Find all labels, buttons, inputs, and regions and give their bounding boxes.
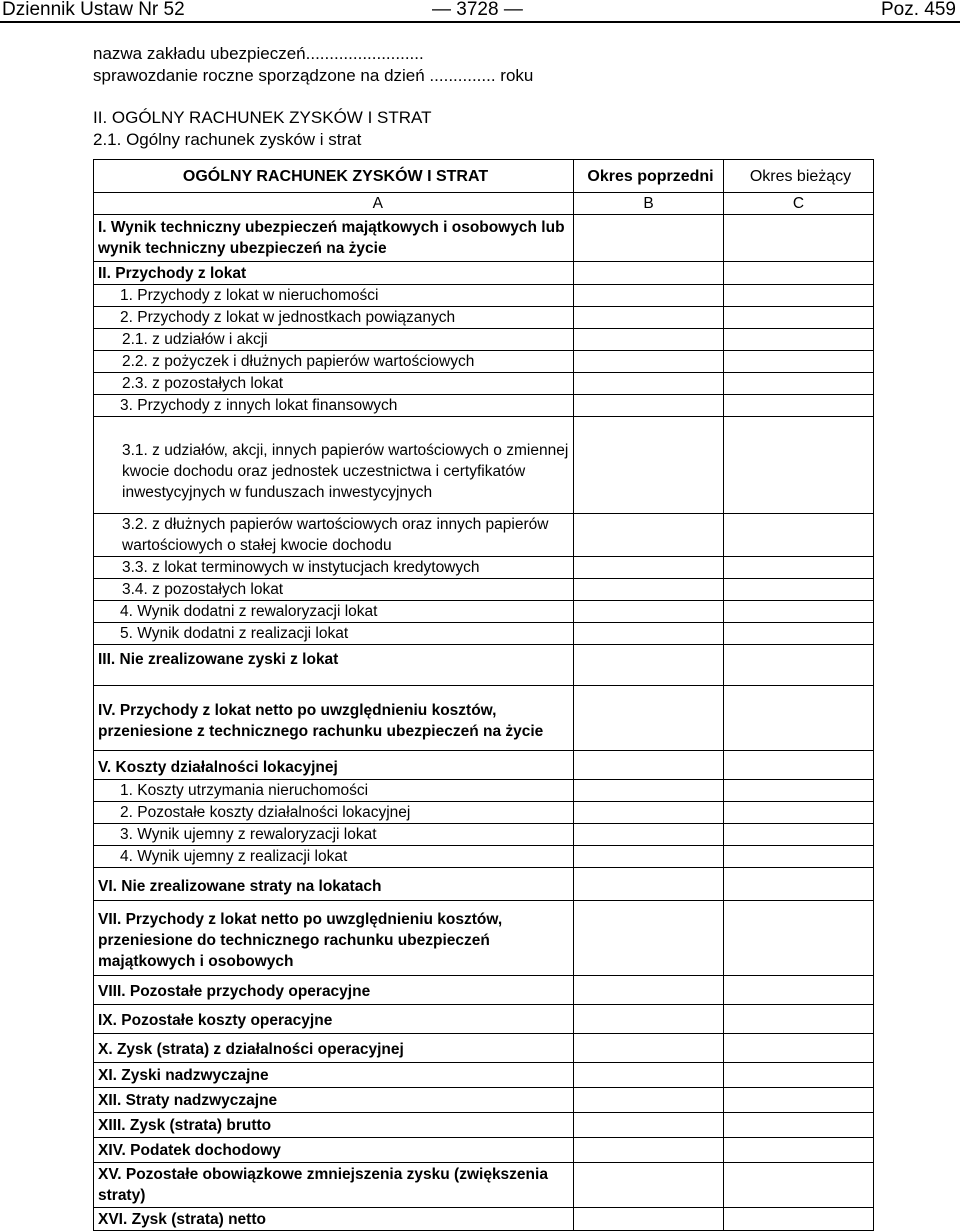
value-cell-b	[574, 262, 724, 285]
value-cell-c	[724, 307, 874, 329]
column-letter-a: A	[94, 193, 574, 215]
value-cell-c	[724, 262, 874, 285]
row-label: 4. Wynik ujemny z realizacji lokat	[94, 846, 574, 868]
table-row	[94, 901, 874, 976]
row-label: 3.1. z udziałów, akcji, innych papierów wartościowych o zmiennej kwocie dochodu oraz jednostek uczestnictwa i certyfikatów inwestycyjnych w funduszach inwestycyjnych	[94, 417, 574, 514]
value-cell-c	[724, 645, 874, 686]
value-cell-b	[574, 1163, 724, 1208]
value-cell-b	[574, 751, 724, 780]
value-cell-c	[724, 1063, 874, 1088]
row-label: IV. Przychody z lokat netto po uwzględnieniu kosztów, przeniesione z technicznego rachunku ubezpieczeń na życie	[94, 686, 574, 751]
value-cell-b	[574, 868, 724, 901]
value-cell-b	[574, 976, 724, 1005]
value-cell-c	[724, 1113, 874, 1138]
value-cell-c	[724, 514, 874, 557]
row-label: 2.2. z pożyczek i dłużnych papierów wartościowych	[94, 351, 574, 373]
value-cell-c	[724, 1034, 874, 1063]
row-label: 3. Przychody z innych lokat finansowych	[94, 395, 574, 417]
table-row	[94, 1113, 874, 1138]
value-cell-b	[574, 1034, 724, 1063]
value-cell-b	[574, 780, 724, 802]
subsection-heading: 2.1. Ogólny rachunek zysków i strat	[93, 130, 362, 149]
value-cell-c	[724, 868, 874, 901]
column-header-a: OGÓLNY RACHUNEK ZYSKÓW I STRAT	[94, 160, 574, 193]
row-label: XV. Pozostałe obowiązkowe zmniejszenia zysku (zwiększenia straty)	[94, 1163, 574, 1208]
table-row	[94, 976, 874, 1005]
value-cell-c	[724, 824, 874, 846]
value-cell-b	[574, 285, 724, 307]
section-heading: II. OGÓLNY RACHUNEK ZYSKÓW I STRAT	[93, 108, 432, 127]
row-label: XIV. Podatek dochodowy	[94, 1138, 574, 1163]
row-label: X. Zysk (strata) z działalności operacyjnej	[94, 1034, 574, 1063]
row-label: XIII. Zysk (strata) brutto	[94, 1113, 574, 1138]
table-row	[94, 1163, 874, 1208]
row-label: 1. Przychody z lokat w nieruchomości	[94, 285, 574, 307]
table-row	[94, 579, 874, 601]
row-label: XI. Zyski nadzwyczajne	[94, 1063, 574, 1088]
table-row	[94, 285, 874, 307]
row-label: 3.4. z pozostałych lokat	[94, 579, 574, 601]
value-cell-b	[574, 824, 724, 846]
value-cell-b	[574, 1138, 724, 1163]
value-cell-c	[724, 901, 874, 976]
row-label: I. Wynik techniczny ubezpieczeń majątkowych i osobowych lub wynik techniczny ubezpieczeń na życie	[94, 215, 574, 262]
value-cell-c	[724, 329, 874, 351]
value-cell-c	[724, 351, 874, 373]
value-cell-b	[574, 901, 724, 976]
table-row	[94, 846, 874, 868]
table-row	[94, 824, 874, 846]
row-label: 5. Wynik dodatni z realizacji lokat	[94, 623, 574, 645]
table-row	[94, 601, 874, 623]
value-cell-b	[574, 645, 724, 686]
value-cell-b	[574, 1005, 724, 1034]
value-cell-c	[724, 1208, 874, 1231]
value-cell-b	[574, 395, 724, 417]
report-date-line: sprawozdanie roczne sporządzone na dzień .............. roku	[93, 66, 534, 85]
row-label: 3.2. z dłużnych papierów wartościowych oraz innych papierów wartościowych o stałej kwocie dochodu	[94, 514, 574, 557]
row-label: XII. Straty nadzwyczajne	[94, 1088, 574, 1113]
table-row	[94, 780, 874, 802]
table-row	[94, 645, 874, 686]
row-label: 3.3. z lokat terminowych w instytucjach kredytowych	[94, 557, 574, 579]
table-header-row	[94, 160, 874, 193]
value-cell-c	[724, 846, 874, 868]
value-cell-b	[574, 215, 724, 262]
row-label: VI. Nie zrealizowane straty na lokatach	[94, 868, 574, 901]
table-row	[94, 307, 874, 329]
row-label: V. Koszty działalności lokacyjnej	[94, 751, 574, 780]
value-cell-b	[574, 514, 724, 557]
table-row	[94, 1063, 874, 1088]
header-rule	[0, 21, 960, 23]
value-cell-b	[574, 1088, 724, 1113]
value-cell-b	[574, 623, 724, 645]
table-row	[94, 373, 874, 395]
value-cell-c	[724, 601, 874, 623]
profit-loss-table	[93, 159, 874, 1231]
value-cell-b	[574, 1063, 724, 1088]
column-letters-row	[94, 193, 874, 215]
table-row	[94, 751, 874, 780]
table-row	[94, 351, 874, 373]
value-cell-c	[724, 686, 874, 751]
value-cell-b	[574, 417, 724, 514]
row-label: II. Przychody z lokat	[94, 262, 574, 285]
table-row	[94, 417, 874, 514]
row-label: 2. Pozostałe koszty działalności lokacyjnej	[94, 802, 574, 824]
value-cell-c	[724, 623, 874, 645]
table-row	[94, 686, 874, 751]
value-cell-b	[574, 601, 724, 623]
table-row	[94, 329, 874, 351]
table-row	[94, 1088, 874, 1113]
table-row	[94, 215, 874, 262]
value-cell-c	[724, 802, 874, 824]
column-letter-c: C	[724, 193, 874, 215]
row-label: 1. Koszty utrzymania nieruchomości	[94, 780, 574, 802]
table-row	[94, 262, 874, 285]
value-cell-c	[724, 751, 874, 780]
row-label: VII. Przychody z lokat netto po uwzględnieniu kosztów, przeniesione do technicznego rachunku ubezpieczeń majątkowych i osobowych	[94, 901, 574, 976]
table-row	[94, 1034, 874, 1063]
value-cell-b	[574, 1113, 724, 1138]
value-cell-b	[574, 686, 724, 751]
journal-title: Dziennik Ustaw Nr 52	[2, 0, 185, 20]
value-cell-c	[724, 395, 874, 417]
value-cell-b	[574, 557, 724, 579]
value-cell-c	[724, 417, 874, 514]
value-cell-b	[574, 579, 724, 601]
table-row	[94, 557, 874, 579]
row-label: 2.1. z udziałów i akcji	[94, 329, 574, 351]
table-row	[94, 1005, 874, 1034]
value-cell-c	[724, 1163, 874, 1208]
value-cell-c	[724, 1138, 874, 1163]
column-header-b: Okres poprzedni	[574, 160, 724, 193]
row-label: IX. Pozostałe koszty operacyjne	[94, 1005, 574, 1034]
value-cell-b	[574, 329, 724, 351]
value-cell-b	[574, 802, 724, 824]
value-cell-c	[724, 215, 874, 262]
value-cell-c	[724, 373, 874, 395]
row-label: 4. Wynik dodatni z rewaloryzacji lokat	[94, 601, 574, 623]
value-cell-c	[724, 780, 874, 802]
value-cell-c	[724, 976, 874, 1005]
page-number: — 3728 —	[432, 0, 523, 20]
value-cell-c	[724, 1088, 874, 1113]
row-label: 2.3. z pozostałych lokat	[94, 373, 574, 395]
value-cell-b	[574, 307, 724, 329]
column-header-c: Okres bieżący	[724, 160, 874, 193]
value-cell-b	[574, 373, 724, 395]
position-number: Poz. 459	[881, 0, 956, 20]
table-row	[94, 802, 874, 824]
row-label: VIII. Pozostałe przychody operacyjne	[94, 976, 574, 1005]
row-label: 2. Przychody z lokat w jednostkach powiązanych	[94, 307, 574, 329]
table-row	[94, 514, 874, 557]
value-cell-b	[574, 846, 724, 868]
row-label: III. Nie zrealizowane zyski z lokat	[94, 645, 574, 686]
value-cell-c	[724, 557, 874, 579]
insurer-name-line: nazwa zakładu ubezpieczeń.........................	[93, 44, 424, 63]
value-cell-b	[574, 1208, 724, 1231]
table-row	[94, 395, 874, 417]
table-row	[94, 1138, 874, 1163]
row-label: XVI. Zysk (strata) netto	[94, 1208, 574, 1231]
table-row	[94, 623, 874, 645]
value-cell-c	[724, 285, 874, 307]
value-cell-b	[574, 351, 724, 373]
value-cell-c	[724, 1005, 874, 1034]
column-letter-b: B	[574, 193, 724, 215]
table-row	[94, 1208, 874, 1231]
table-row	[94, 868, 874, 901]
row-label: 3. Wynik ujemny z rewaloryzacji lokat	[94, 824, 574, 846]
value-cell-c	[724, 579, 874, 601]
